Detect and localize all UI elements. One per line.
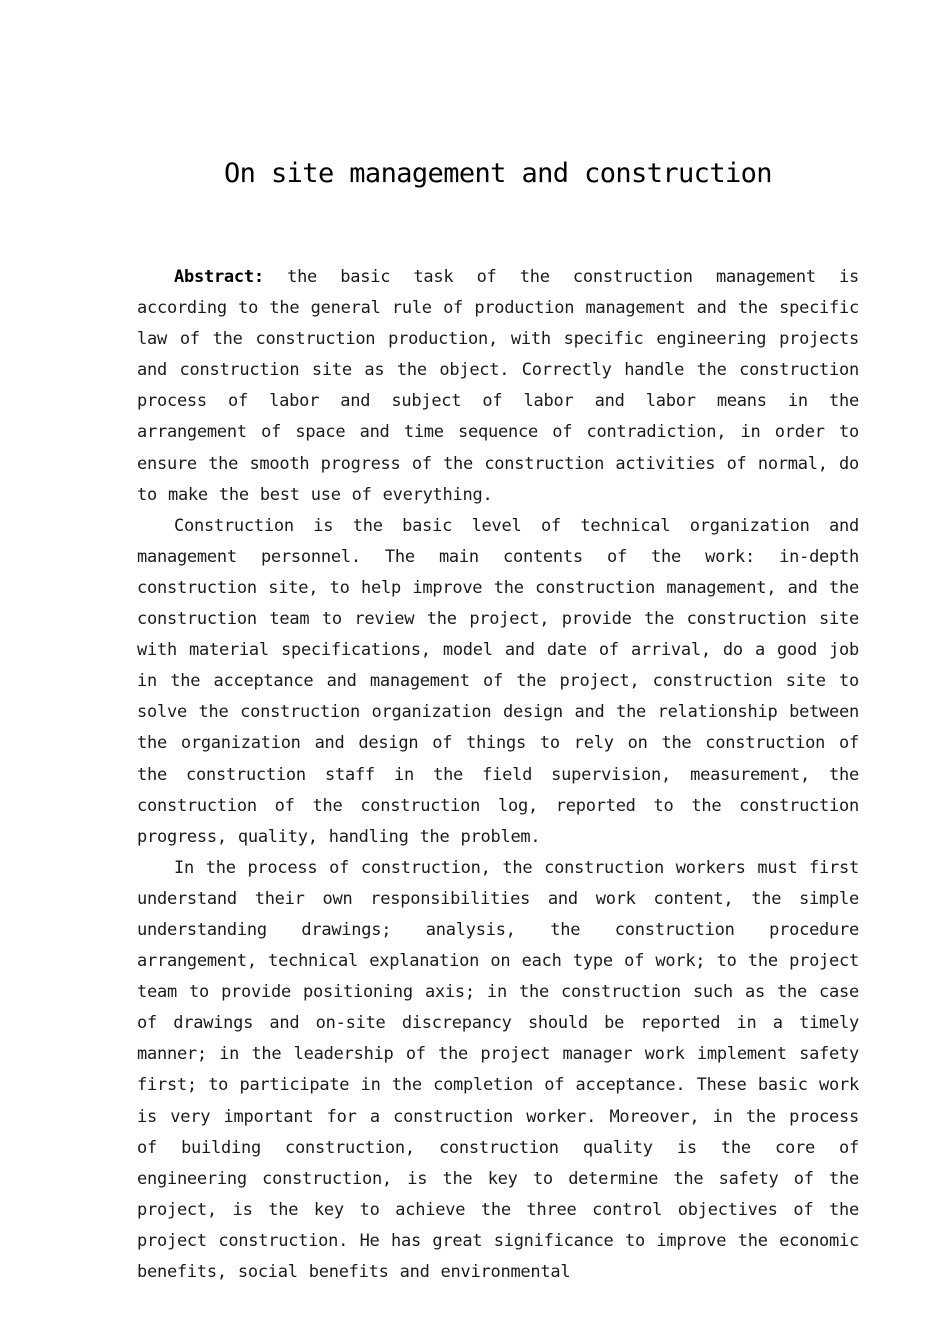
document-body [137,262,859,1288]
body-paragraph-2: In the process of construction, the construction workers must first understand their own responsibilities and work content, the simple understanding drawings; analysis, the construction procedure arrangement, technical explanation on each type of work; to the project team to provide positioning axis; in the construction such as the case of drawings and on-site discrepancy should be reported in a timely manner; in the leadership of the project manager work implement safety first; to participate in the completion of acceptance. These basic work is very important for a construction worker. Moreover, in the process of building construction, construction quality is the core of engineering construction, is the key to determine the safety of the project, is the key to achieve the three control objectives of the project construction. He has great significance to improve the economic benefits, social benefits and environmental [137,857,859,1282]
body-paragraph-1: Construction is the basic level of technical organization and management personnel. The main contents of the work: in-depth construction site, to help improve the construction management, and the construction team to review the project, provide the construction site with material specifications, model and date of arrival, do a good job in the acceptance and management of the project, construction site to solve the construction organization design and the relationship between the organization and design of things to rely on the construction of the construction staff in the field supervision, measurement, the construction of the construction log, reported to the construction progress, quality, handling the problem. [137,515,859,847]
abstract-text: the basic task of the construction management is according to the general rule of production management and the specific law of the construction production, with specific engineering projects and construction site as the object. Correctly handle the construction process of labor and subject of labor and labor means in the arrangement of space and time sequence of contradiction, in order to ensure the smooth progress of the construction activities of normal, do to make the best use of everything. [137,267,859,505]
abstract-paragraph [137,262,859,511]
abstract-label: Abstract: [174,267,264,287]
document-title: On site management and construction [224,158,772,189]
